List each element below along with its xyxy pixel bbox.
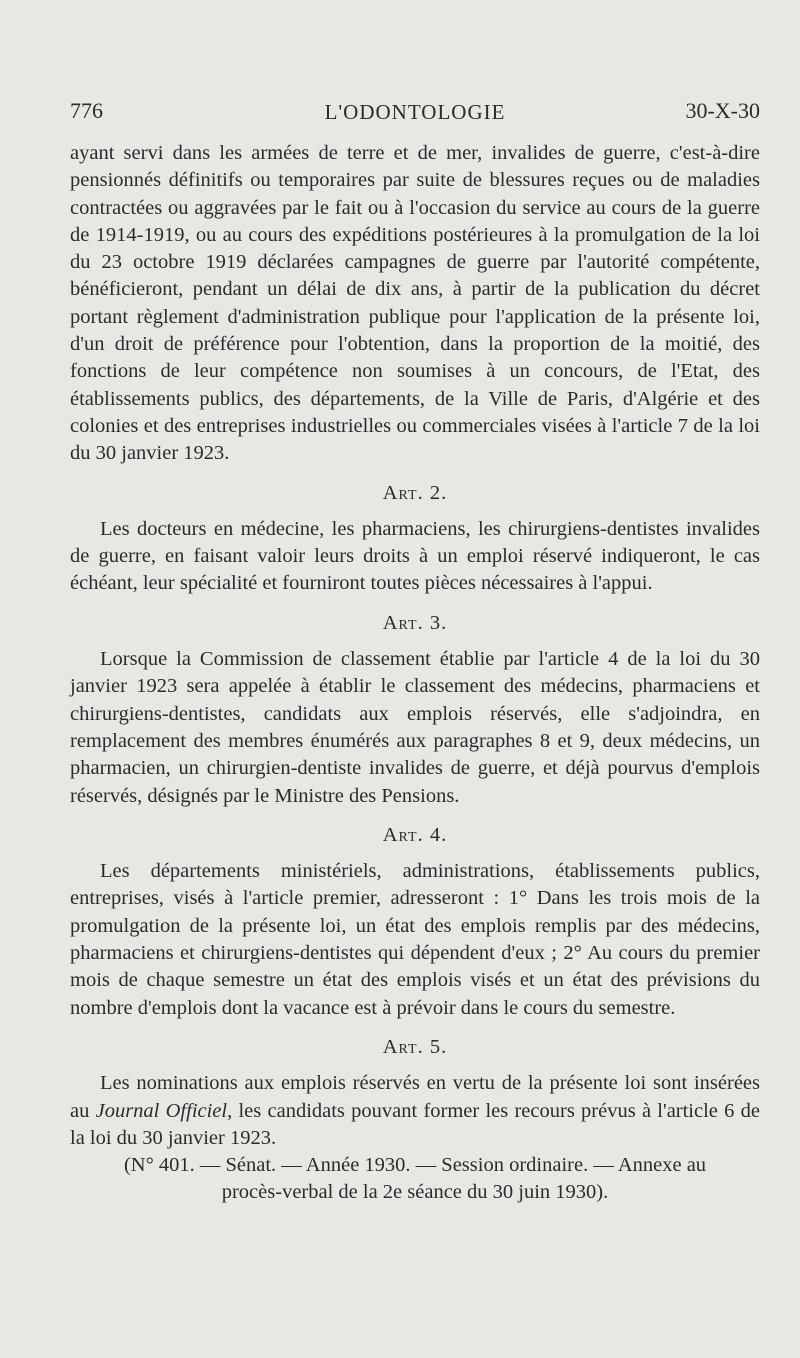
article-3-heading: Art. 3.	[382, 611, 448, 634]
note-line-2: procès-verbal de la 2e séance du 30 juin 1930).	[221, 1181, 609, 1204]
page-header	[70, 98, 760, 128]
page-body	[70, 140, 760, 1207]
article-3-text: Lorsque la Commission de classement établie par l'article 4 de la loi du 30 janvier 1923 sera appelée à établir le classement des médecins, pharmaciens et chirurgiens-dentistes, candidats aux emplois réservés, elle s'adjoindra, en remplacement des membres énumérés aux paragraphes 8 et 9, deux médecins, un pharmacien, un chirurgien-dentiste invalides de guerre, et déjà pourvus d'emplois réservés, désignés par le Ministre des Pensions.	[70, 648, 760, 807]
article-5-text-after: , les candidats pouvant former les recours prévus à l'article 6 de la loi du 30 janvier 1923.	[70, 1099, 760, 1149]
article-2-heading: Art. 2.	[382, 481, 448, 504]
issue-date: 30-X-30	[685, 98, 760, 123]
page-number: 776	[70, 98, 103, 123]
note-line-1: (N° 401. — Sénat. — Année 1930. — Session ordinaire. — Annexe au	[123, 1154, 707, 1177]
article-4-text: Les départements ministériels, administrations, établissements publics, entreprises, visés à l'article premier, adresseront : 1° Dans les trois mois de la promulgation de la présente loi, un état des emplois remplis par des médecins, pharmaciens et chirurgiens-dentistes qui dépendent d'eux ; 2° Au cours du premier mois de chaque semestre un état des emplois visés et un état des prévisions du nombre d'emplois dont la vacance est à prévoir dans le cours du semestre.	[70, 860, 760, 1019]
journal-title: L'ODONTOLOGIE	[324, 100, 506, 124]
article-2-text: Les docteurs en médecine, les pharmaciens, les chirurgiens-dentistes invalides de guerre, en faisant valoir leurs droits à un emploi réservé indiqueront, le cas échéant, leur spécialité et fourniront toutes pièces nécessaires à l'appui.	[70, 517, 760, 595]
article-5-text	[70, 1070, 760, 1152]
paragraph-continued: ayant servi dans les armées de terre et de mer, invalides de guerre, c'est-à-dire pensionnés définitifs ou temporaires par suite de blessures reçues ou de maladies contractées ou aggravées par le fait ou à l'occasion du service au cours de la guerre de 1914-1919, ou au cours des expéditions postérieures à la promulgation de la loi du 23 octobre 1919 déclarées campagnes de guerre par l'autorité compétente, bénéficieront, pendant un délai de dix ans, à partir de la publication du décret portant règlement d'administration publique pour l'application de la présente loi, d'un droit de préférence pour l'obtention, dans la proportion de la moitié, des fonctions de leur compétence non soumises à un concours, de l'Etat, des établissements publics, des départements, de la Ville de Paris, d'Algérie et des colonies et des entreprises industrielles ou commerciales visées à l'article 7 de la loi du 30 janvier 1923.	[70, 142, 760, 465]
journal-officiel: Journal Officiel	[95, 1099, 228, 1122]
article-5-text-before: Les nominations aux emplois réservés en vertu de la présente loi sont insérées au	[70, 1072, 760, 1122]
article-4-heading: Art. 4.	[382, 823, 448, 846]
article-5-heading: Art. 5.	[382, 1035, 448, 1058]
